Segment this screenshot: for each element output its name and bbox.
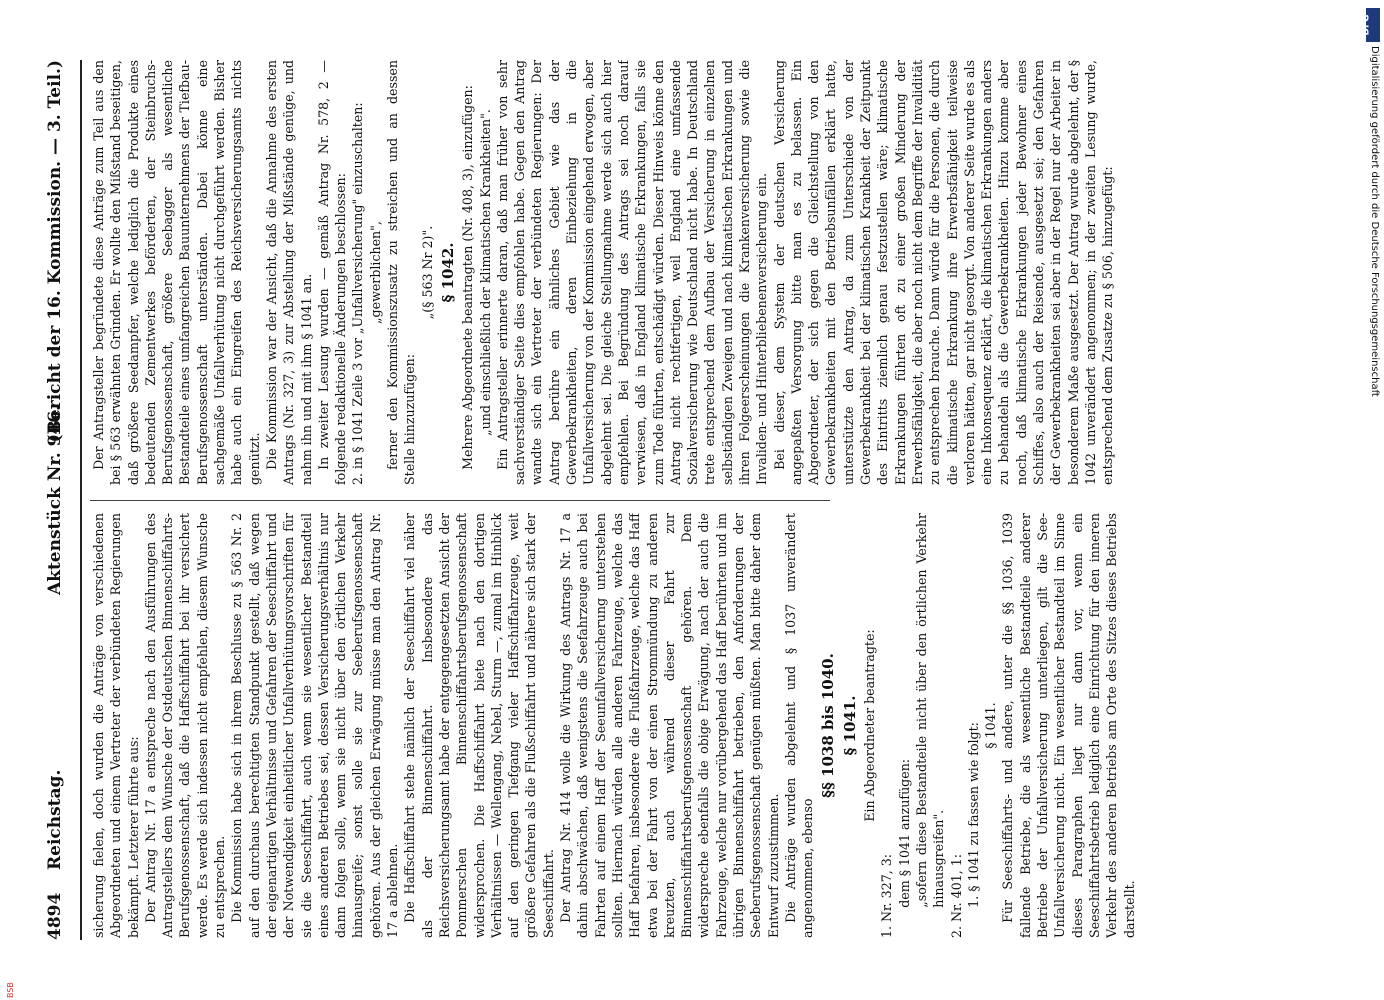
paragraph: Die Haffschiffahrt stehe nämlich der Seeschiffahrt viel näher als der Binnenschiffahrt. Insbesondere das Reichsversicherungsamt habe der entgegengesetzten Ansicht der Pommerschen Binnenschiffahrtsberufsgenossenschaft widersprochen. Die Haffschiffahrt biete nach den dortigen Verhältnissen — Wellengang, Nebel, Sturm —, zumal im Hinblick auf den geringen Tiefgang vieler Haffschiffahrzeuge, weit größere Gefahren als die Flußschiffahrt und nähere sich stark der Seeschiffahrt. — [402, 513, 556, 938]
header-center: Aktenstück Nr. 946. — [45, 405, 65, 596]
motion-item: 2. in § 1041 Zeile 3 vor „Unfallversicherung" einzuschalten: — [350, 102, 366, 485]
paragraph: Die Kommission habe sich in ihrem Beschlusse zu § 563 Nr. 2 auf den durchaus berechtigten Standpunkt gestellt, daß wegen der eigenartigen Verhältnisse und Gefahren der Seeschiffahrt und der Notwendigkeit einheitlicher Unfallverhütungsvorschriften für sie die Seeschiffahrt, auch wenn sie wesentlicher Bestandteil eines anderen Betriebes sei, dessen Versicherungsverhältnis nur dann folgen solle, wenn sie nicht über den örtlichen Verkehr hinausgreife; sonst solle sie zur Seeberufsgenossenschaft gehören. Aus der gleichen Erwägung müsse man den Antrag Nr. 17 a ablehnen. — [229, 513, 401, 938]
motion-item-label: 1. Nr. 327, 3: — [879, 854, 895, 938]
header-rule — [80, 60, 82, 940]
paragraph: Die Anträge wurden abgelehnt und § 1037 unverändert angenommen, ebenso — [782, 513, 816, 938]
header-right: (Bericht der 16. Kommission. — 3. Teil.) — [45, 60, 65, 443]
paragraph: In zweiter Lesung wurden — gemäß Antrag Nr. 578, 2 — folgende redaktionelle Änderungen beschlossen: — [315, 60, 349, 485]
paragraph: ferner den Kommissionszusatz zu streichen und an dessen Stelle hinzuzufügen: — [385, 60, 418, 485]
paragraph: Der Antrag Nr. 17 a entspreche nach den Ausführungen des Antragstellers dem Wunsche der Ostdeutschen Binnenschiffahrts-Berufsgenossenschaft, daß die Haffschiffahrt bei ihr versichert werde. Es werde sich indessen nicht empfehlen, diesem Wunsche zu entsprechen. — [142, 513, 228, 938]
paragraph: Für Seeschiffahrts- und andere, unter die §§ 1036, 1039 fallende Betriebe, die als wesentliche Bestandteile anderer Betriebe der Unfallversicherung unterliegen, gilt die See-Unfallversicherung nicht. Ein wesentlicher Bestandteil im Sinne dieses Paragraphen liegt nur dann vor, wenn ein Seeschiffahrtsbetrieb lediglich eine Einrichtung für den inneren Verkehr des anderen Betriebs am Orte des Sitzes dieses Betriebs darstellt. — [1000, 513, 1137, 938]
paragraph: Der Antragsteller begründete diese Anträge zum Teil aus den bei § 563 erwähnten Gründen. Er wollte den Mißstand beseitigen, daß größere Seedampfer, welche lediglich die Produkte eines bedeutenden Zementwerkes beförderten, der Steinbruchs-Berufsgenossenschaft, größere Seebagger als wesentliche Bestandteile eines umfangreichen Bauunternehmens der Tiefbau-Berufsgenossenschaft unterständen. Dabei könne eine sachgemäße Unfallverhütung nicht durchgeführt werden. Bisher habe auch ein Eingreifen des Reichsversicherungsamts nichts genützt. — [91, 60, 262, 485]
page-header — [45, 60, 75, 940]
right-column — [90, 60, 1280, 485]
library-mark: BSB — [6, 982, 15, 998]
quote: „gewerblichen", — [367, 221, 383, 324]
motion-item-text: 1. § 1041 zu fassen wie folgt: — [965, 722, 981, 908]
dfg-logo: DFG — [1366, 8, 1380, 42]
motion-item-label: 2. Nr. 401, 1: — [948, 854, 964, 938]
paragraph: Mehrere Abgeordnete beantragten (Nr. 408, 3), einzufügen: — [460, 85, 476, 470]
paragraph: Die Kommission war der Ansicht, daß die Annahme des ersten Antrags (Nr. 327, 3) zur Abstellung der Mißstände genüge, und nahm ihn und mit ihm § 1041 an. — [263, 60, 314, 485]
quote: „und einschließlich der klimatischen Krankheiten". — [477, 109, 493, 436]
section-heading: § 1041. — [840, 695, 859, 756]
quote: „(§ 563 Nr 2)". — [419, 225, 435, 320]
paragraph: Ein Antragsteller erinnerte daran, daß man früher von sehr sachverständiger Seite dies empfohlen habe. Gegen den Antrag wandte sich ein Vertreter der verbündeten Regierungen: Der Antrag berühre ein ähnliches Gebiet wie das der Gewerbekrankheiten, deren Einbeziehung in die Unfallversicherung von der Kommission eingehend erwogen, aber abgelehnt sei. Die gleiche Stellungnahme werde sich auch hier empfehlen. Bei Begründung des Antrags sei noch darauf verwiesen, daß in England klimatische Erkrankungen, falls sie zum Tode führten, entschädigt würden. Dieser Hinweis könne den Antrag nicht rechtfertigen, weil England eine umfassende Sozialversicherung wie Deutschland nicht habe. In Deutschland trete entsprechend dem Aufbau der Versicherung in einzelnen selbständigen Zweigen und nach klimatischen Erkrankungen und ihren Folgeerscheinungen die Krankenversicherung sowie die Invaliden- und Hinterbliebenenversicherung ein. — [494, 60, 770, 485]
paragraph: Der Antrag Nr. 414 wolle die Wirkung des Antrags Nr. 17 a dahin abschwächen, daß wenigstens die Seefahrzeuge auch bei Fahrten auf einem Haff der Seeunfallversicherung unterstehen sollten. Hiernach würden alle anderen Fahrzeuge, welche das Haff befahren, insbesondere die Flußfahrzeuge, welche das Haff etwa bei der Fahrt von der einen Strommündung zu anderen kreuzten, auch während dieser Fahrt zur Binnenschiffahrtsberufsgenossenschaft gehören. Dem widerspreche ebenfalls die obige Erwägung, nach der auch die Fahrzeuge, welche nur vorübergehend das Haff berührten und im übrigen Binnenschiffahrt betrieben, den Anforderungen der Seeberufsgenossenschaft genügen müßten. Man bitte daher dem Entwurf zuzustimmen. — [558, 513, 781, 938]
column-divider — [90, 500, 830, 501]
header-left: Reichstag. — [45, 769, 65, 870]
paragraph: sicherung fielen, doch wurden die Anträge von verschiedenen Abgeordneten und einem Vertreter der verbündeten Regierungen bekämpft. Letzterer führte aus: — [91, 513, 141, 938]
paragraph: Bei dieser, dem System der deutschen Versicherung angepaßten Versorgung bitte man es zu belassen. Ein Abgeordneter, der sich gegen die Gleichstellung von den Gewerbekrankheiten mit den Betriebsunfällen erklärt hatte, unterstützte den Antrag, da zum Unterschiede von der Gewerbekrankheit bei der klimatischen Krankheit der Zeitpunkt des Eintritts ziemlich genau festzustellen wäre; klimatische Erkrankungen führten oft zu einer großen Minderung der Erwerbsfähigkeit, die aber noch nicht dem Begriffe der Invalidität zu entsprechen brauche. Dann würde für die Personen, die durch die klimatische Erkrankung ihre Erwerbsfähigkeit teilweise verloren hätten, gar nicht gesorgt. Von anderer Seite wurde es als eine Inkonsequenz erklärt, die klimatischen Erkrankungen anders zu behandeln als die Gewerbekrankheiten. Hinzu komme aber noch, daß klimatische Erkrankungen jeder Bewohner eines Schiffes, also auch der Reisende, ausgesetzt sei; den Gefahren der Gewerbekrankheiten sei aber in der Regel nur der Arbeiter in besonderem Maße ausgesetzt. Der Antrag wurde abgelehnt, der § 1042 unverändert angenommen; in der zweiten Lesung wurde, entsprechend dem Zusatze zu § 506, hinzugefügt: — [771, 60, 1116, 485]
motion-item-text: dem § 1041 anzufügen: — [896, 758, 912, 908]
section-heading: §§ 1038 bis 1040. — [819, 653, 838, 798]
digitization-credit: Digitalisierung gefördert durch die Deutsche Forschungsgemeinschaft — [1369, 46, 1380, 397]
left-column — [90, 513, 1280, 938]
page-number: 4894 — [45, 892, 65, 940]
section-ref: § 1041. — [983, 702, 999, 749]
motion-intro: Ein Abgeordneter beantragte: — [862, 629, 878, 822]
motion-item-quote: „sofern diese Bestandteile nicht über den örtlichen Verkehr hinausgreifen". — [913, 513, 947, 908]
section-heading: § 1042. — [438, 242, 457, 303]
